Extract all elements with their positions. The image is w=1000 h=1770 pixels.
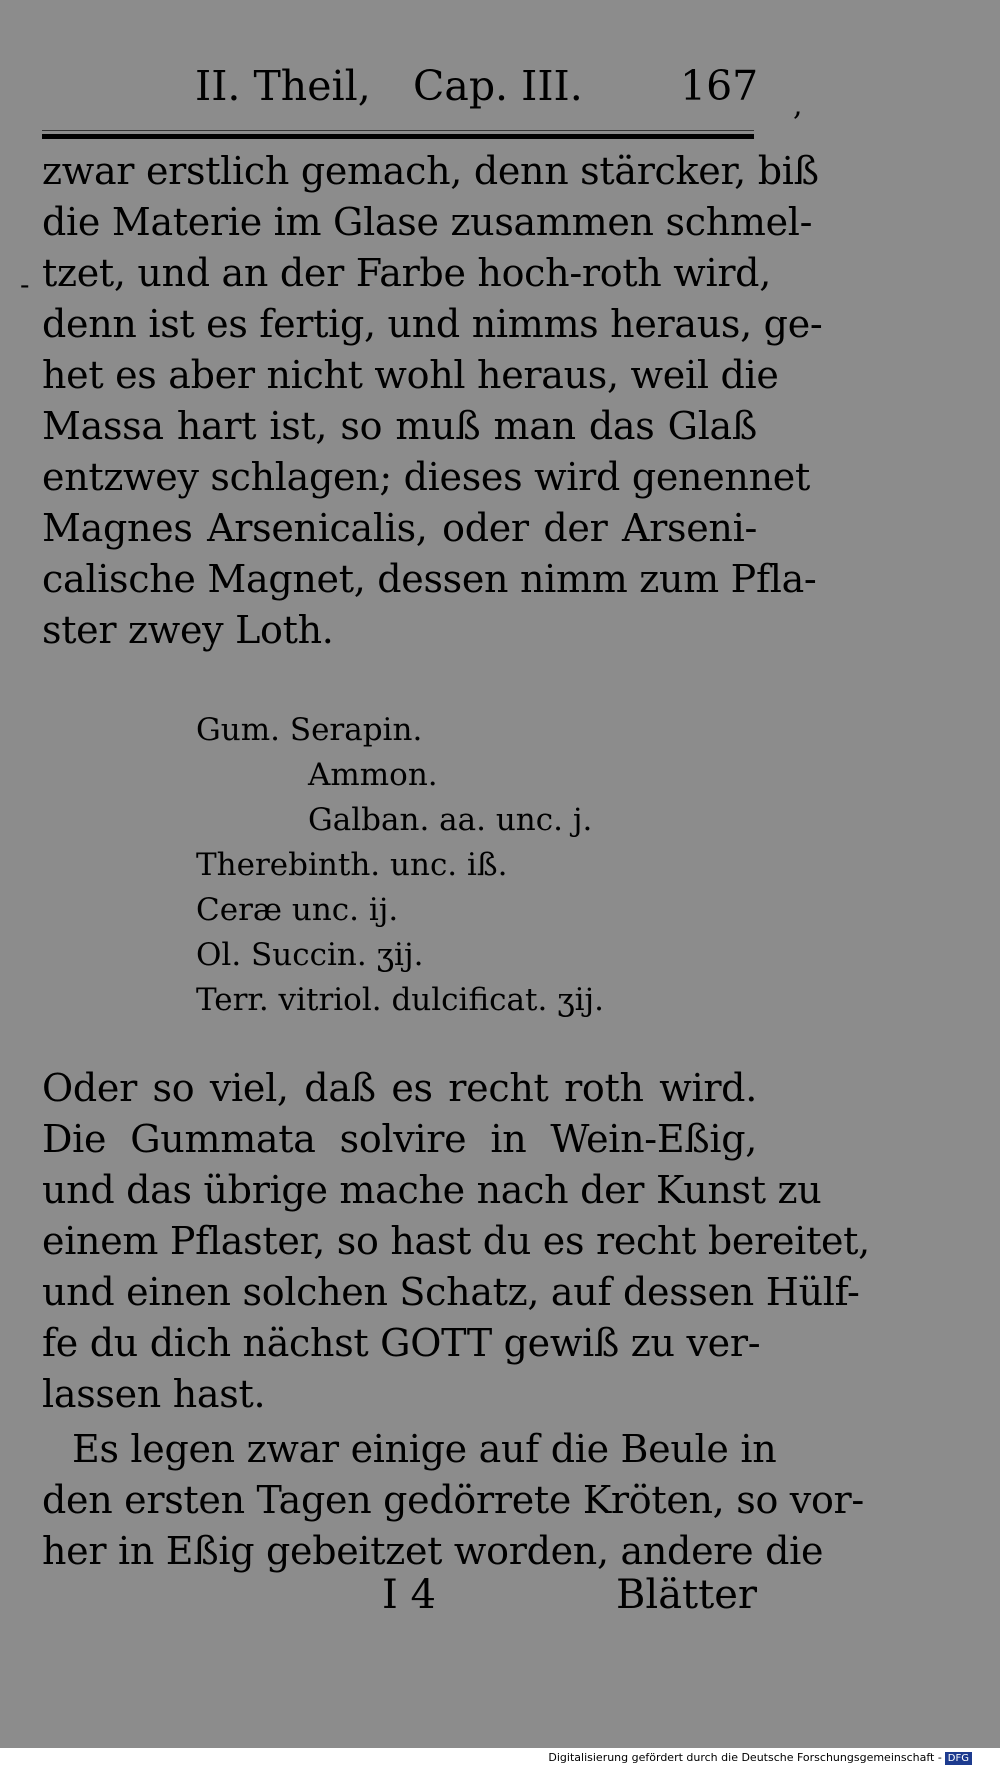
paragraph-1 bbox=[42, 146, 823, 656]
text-line: her in Eßig gebeitzet worden, andere die bbox=[42, 1529, 824, 1573]
text-line: calische Magnet, dessen nimm zum Pfla- bbox=[42, 557, 817, 601]
text-line: den ersten Tagen gedörrete Kröten, so vor- bbox=[42, 1478, 864, 1522]
header-chapter: Cap. III. bbox=[413, 62, 583, 110]
recipe-list bbox=[196, 708, 604, 1023]
header-rule-thin bbox=[42, 130, 754, 131]
recipe-line: Ol. Succin. ʒij. bbox=[196, 937, 424, 973]
text-line: entzwey schlagen; dieses wird genennet bbox=[42, 455, 810, 499]
digitization-note bbox=[548, 1751, 972, 1765]
text-line: zwar erstlich gemach, denn stärcker, biß bbox=[42, 149, 819, 193]
text-line: die Materie im Glase zusammen schmel- bbox=[42, 200, 813, 244]
text-line: einem Pflaster, so hast du es recht bereitet, bbox=[42, 1219, 870, 1263]
text-line: fe du dich nächst GOTT gewiß zu ver- bbox=[42, 1321, 761, 1365]
text-line: tzet, und an der Farbe hoch-roth wird, bbox=[42, 251, 771, 295]
recipe-line: Gum. Serapin. bbox=[196, 712, 423, 748]
page-number: 167 bbox=[680, 62, 759, 110]
text-line: het es aber nicht wohl heraus, weil die bbox=[42, 353, 779, 397]
recipe-line: Therebinth. unc. iß. bbox=[196, 847, 508, 883]
signature-mark: I 4 bbox=[382, 1572, 436, 1618]
text-line: Magnes Arsenicalis, oder der Arseni- bbox=[42, 506, 757, 550]
paragraph-2 bbox=[42, 1063, 870, 1420]
recipe-line: Ceræ unc. ij. bbox=[196, 892, 399, 928]
text-line: denn ist es fertig, und nimms heraus, ge- bbox=[42, 302, 823, 346]
text-line: lassen hast. bbox=[42, 1372, 266, 1416]
text-line: Massa hart ist, so muß man das Glaß bbox=[42, 404, 757, 448]
text-line: Die Gummata solvire in Wein-Eßig, bbox=[42, 1117, 757, 1161]
text-line: und das übrige mache nach der Kunst zu bbox=[42, 1168, 822, 1212]
recipe-line: Terr. vitriol. dulcificat. ʒij. bbox=[196, 982, 605, 1018]
text-line: Oder so viel, daß es recht roth wird. bbox=[42, 1066, 757, 1110]
digitization-text: Digitalisierung gefördert durch die Deutsche Forschungsgemeinschaft - bbox=[548, 1751, 942, 1764]
page-footer bbox=[42, 1572, 757, 1632]
catchword: Blätter bbox=[616, 1572, 757, 1618]
text-line: ster zwey Loth. bbox=[42, 608, 334, 652]
text-line: und einen solchen Schatz, auf dessen Hülf- bbox=[42, 1270, 860, 1314]
recipe-line: Galban. aa. unc. j. bbox=[308, 802, 593, 838]
running-header bbox=[195, 62, 759, 122]
paragraph-3 bbox=[42, 1424, 864, 1577]
text-line: Es legen zwar einige auf die Beule in bbox=[72, 1427, 777, 1471]
header-rule bbox=[42, 134, 754, 139]
margin-mark: - bbox=[20, 268, 30, 301]
margin-comma: , bbox=[793, 88, 803, 123]
header-part: II. Theil, bbox=[195, 62, 371, 110]
recipe-line: Ammon. bbox=[308, 757, 438, 793]
dfg-logo: DFG bbox=[945, 1752, 972, 1765]
